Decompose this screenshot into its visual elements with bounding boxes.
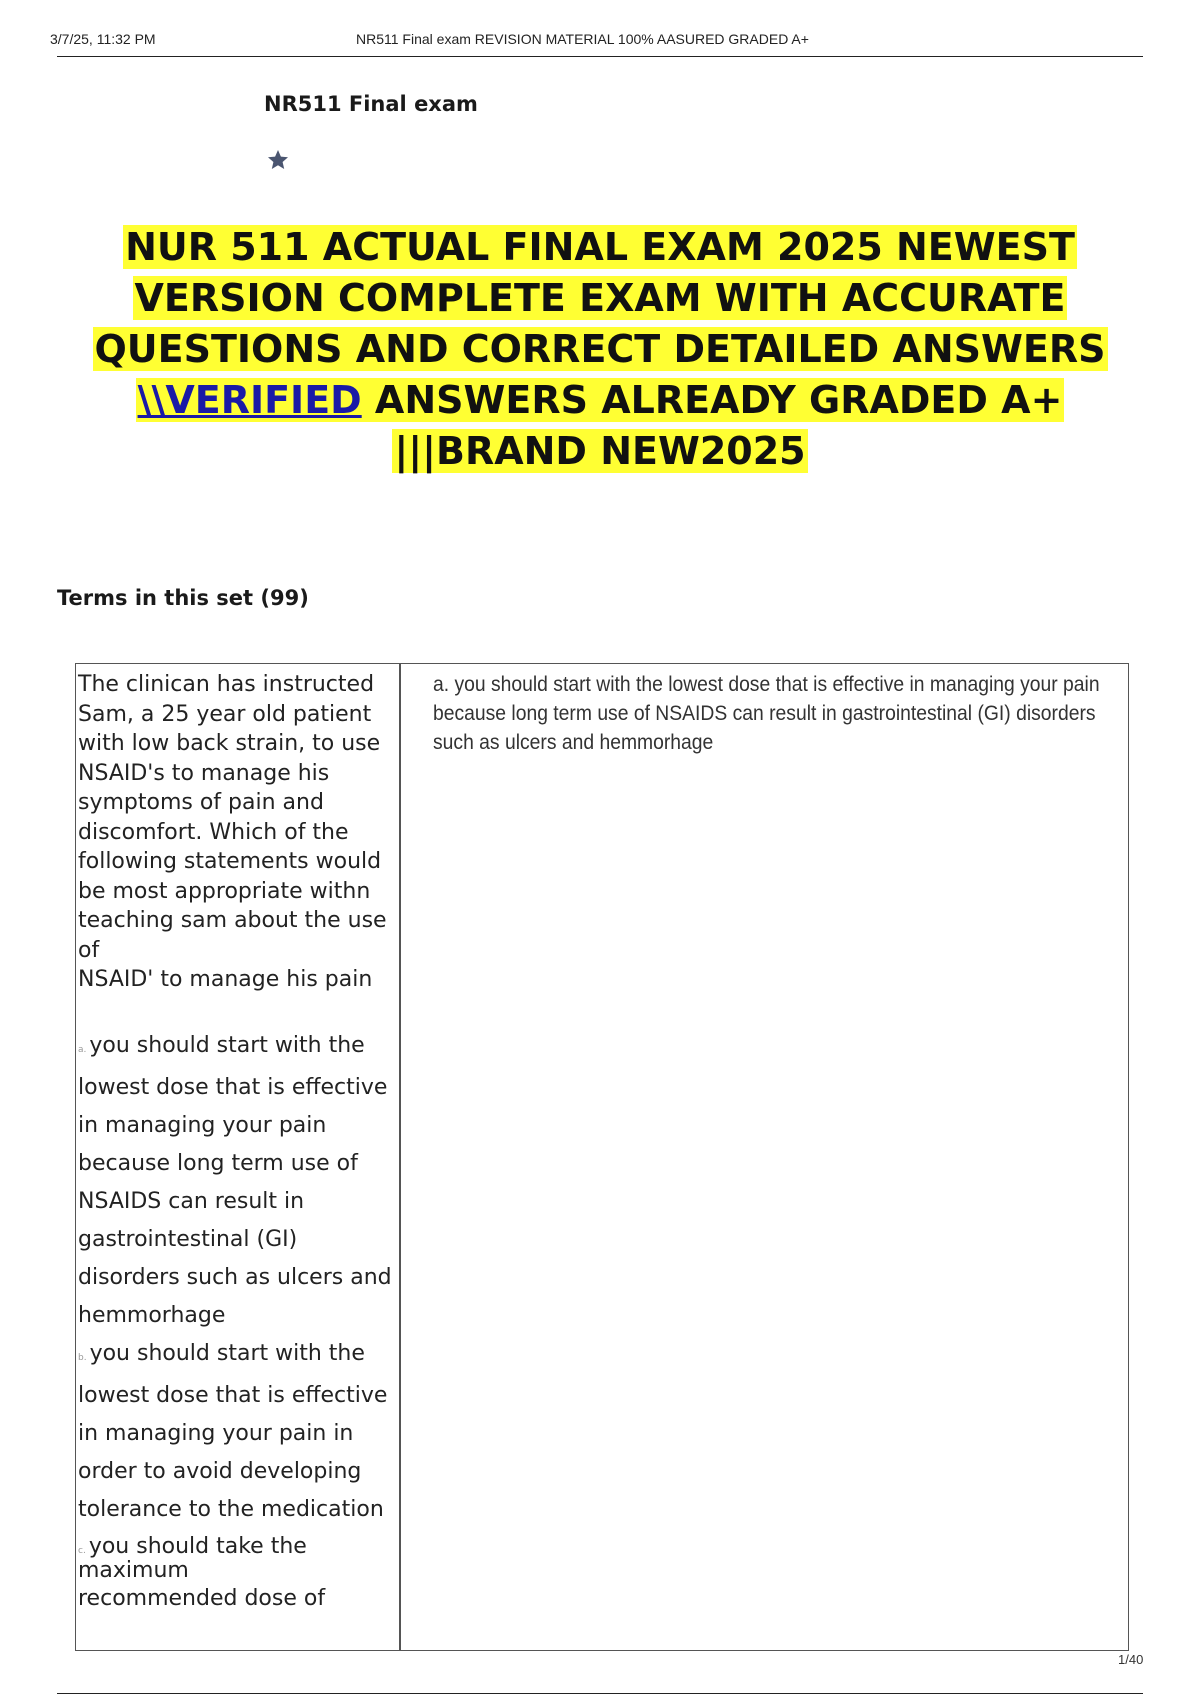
print-title: NR511 Final exam REVISION MATERIAL 100% AASURED GRADED A+: [356, 31, 809, 47]
option-c-continued: recommended dose of: [78, 1585, 326, 1611]
option-a: [78, 1027, 399, 1335]
star-icon[interactable]: [266, 148, 290, 172]
set-title: NR511 Final exam: [264, 92, 478, 116]
option-a-text: you should start with the lowest dose that is effective in managing your pain because long term use of NSAIDS can result in gastrointestinal (GI) disorders such as ulcers and hemmorhage: [78, 1032, 392, 1328]
option-a-marker: a.: [78, 1044, 87, 1055]
answer-options: [78, 1027, 399, 1617]
header-divider: [57, 56, 1143, 57]
question-text: The clinican has instructed Sam, a 25 year old patient with low back strain, to use NSAID's to manage his symptoms of pain and discomfort. Which of the following statements would be most appropriate withn teaching sam about the use of NSAID' to manage his pain: [78, 672, 387, 992]
document-headline: [60, 222, 1140, 477]
print-header: [0, 29, 1200, 49]
headline-part2: ANSWERS ALREADY GRADED A+ |||BRAND NEW2025: [361, 378, 1063, 473]
print-date: 3/7/25, 11:32 PM: [50, 31, 156, 47]
option-b-marker: b.: [78, 1352, 87, 1363]
terms-heading: Terms in this set (99): [57, 586, 309, 610]
verified-link[interactable]: \\VERIFIED: [137, 378, 362, 422]
term-cell: [76, 664, 401, 1650]
terms-table: [75, 663, 1129, 1651]
headline-part1: NUR 511 ACTUAL FINAL EXAM 2025 NEWEST VERSION COMPLETE EXAM WITH ACCURATE QUESTIONS AND CORRECT DETAILED ANSWERS: [94, 225, 1106, 371]
page-number: 1/40: [1118, 1652, 1144, 1667]
definition-text: a. you should start with the lowest dose that is effective in managing your pain because long term use of NSAIDS can result in gastrointestinal (GI) disorders such as ulcers and hemmorhage: [433, 673, 1100, 754]
option-b-text: you should start with the lowest dose that is effective in managing your pain in order to avoid developing tolerance to the medication: [78, 1340, 388, 1522]
option-c-marker: c.: [78, 1545, 86, 1556]
option-c: [78, 1533, 399, 1583]
footer-divider: [57, 1693, 1143, 1694]
option-b: [78, 1335, 399, 1529]
definition-cell: [401, 664, 1128, 1650]
option-c-text: you should take the maximum: [78, 1533, 307, 1583]
